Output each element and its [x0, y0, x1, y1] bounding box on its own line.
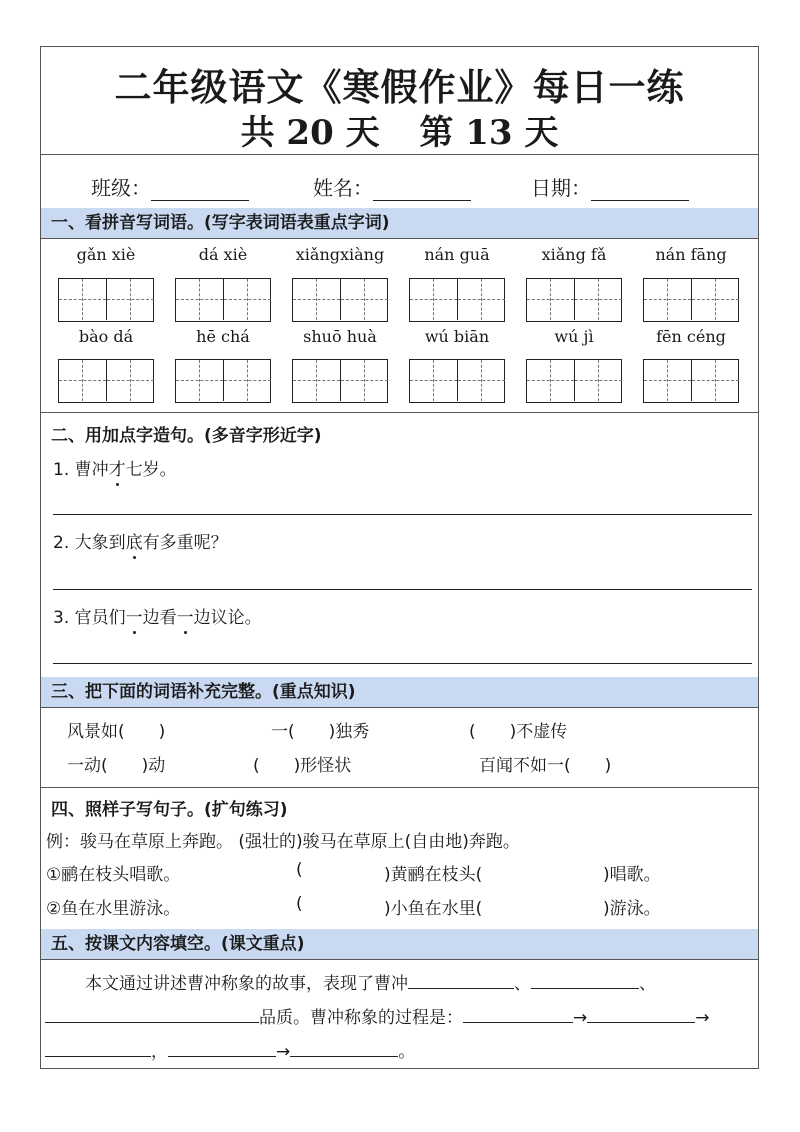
guide-line	[644, 299, 691, 300]
blank-mid[interactable]: )黄鹂在枝头(	[384, 865, 483, 885]
answer-blank[interactable]	[408, 970, 514, 989]
name-label: 姓名：	[313, 176, 373, 200]
guide-line	[341, 299, 388, 300]
writing-cell[interactable]	[224, 279, 271, 320]
section5-heading: 五、按课文内容填空。(课文重点)	[41, 929, 758, 959]
guide-line	[176, 380, 223, 381]
pinyin-label: fēn céng	[656, 327, 726, 346]
writing-cell[interactable]	[575, 279, 622, 320]
blank-open[interactable]: (	[296, 860, 303, 880]
answer-line-3[interactable]	[53, 663, 752, 664]
pinyin-label: xiǎng fǎ	[541, 245, 607, 264]
answer-blank[interactable]	[531, 970, 639, 989]
pinyin-label: nán guā	[424, 245, 490, 264]
writing-cell[interactable]	[341, 360, 388, 401]
dotted-char: 才	[109, 455, 126, 480]
guide-line	[107, 380, 154, 381]
writing-cell[interactable]	[293, 279, 341, 320]
writing-cell[interactable]	[458, 279, 505, 320]
sentence-b: ②鱼在水里游泳。	[46, 899, 181, 919]
guide-line	[224, 380, 271, 381]
answer-blank[interactable]	[45, 1004, 259, 1023]
writing-box[interactable]	[292, 278, 388, 322]
guide-line	[59, 380, 106, 381]
guide-line	[692, 380, 739, 381]
pinyin-label: nán fāng	[655, 245, 727, 264]
guide-line	[176, 299, 223, 300]
answer-blank[interactable]	[290, 1038, 398, 1057]
writing-cell[interactable]	[527, 360, 575, 401]
date-field	[531, 172, 689, 201]
page-subtitle	[41, 105, 758, 154]
guide-line	[59, 299, 106, 300]
writing-cell[interactable]	[410, 279, 458, 320]
pinyin-label: dá xiè	[198, 245, 248, 264]
guide-line	[527, 299, 574, 300]
writing-cell[interactable]	[293, 360, 341, 401]
guide-line	[410, 380, 457, 381]
pinyin-label: gǎn xiè	[76, 245, 136, 264]
divider	[41, 707, 758, 708]
guide-line	[293, 380, 340, 381]
blank-mid[interactable]: )小鱼在水里(	[384, 899, 483, 919]
page-title: 二年级语文《寒假作业》每日一练	[114, 65, 685, 109]
writing-cell[interactable]	[527, 279, 575, 320]
guide-line	[692, 299, 739, 300]
section4-heading: 四、照样子写句子。(扩句练习)	[51, 800, 288, 820]
writing-box[interactable]	[643, 359, 739, 403]
idiom-4[interactable]: 一动( )动	[67, 756, 166, 776]
class-field	[91, 172, 249, 201]
name-field	[313, 172, 471, 201]
writing-cell[interactable]	[341, 279, 388, 320]
writing-cell[interactable]	[458, 360, 505, 401]
writing-cell[interactable]	[107, 360, 154, 401]
pinyin-label: bào dá	[78, 327, 134, 346]
pinyin-label: wú jì	[554, 327, 594, 346]
pinyin-label: hē chá	[196, 327, 250, 346]
idiom-5[interactable]: ( )形怪状	[253, 756, 352, 776]
guide-line	[575, 380, 622, 381]
writing-box[interactable]	[58, 278, 154, 322]
answer-blank[interactable]	[45, 1038, 151, 1057]
idiom-3[interactable]: ( )不虚传	[469, 722, 568, 742]
date-label: 日期：	[531, 176, 591, 200]
class-label: 班级：	[91, 176, 151, 200]
writing-cell[interactable]	[692, 360, 739, 401]
writing-box[interactable]	[409, 359, 505, 403]
sentence-2: 2. 大象到底有多重呢？	[53, 528, 228, 553]
pinyin-label: xiǎngxiàng	[295, 245, 385, 264]
sentence-a: ①鹂在枝头唱歌。	[46, 865, 181, 885]
divider	[41, 959, 758, 960]
divider	[41, 238, 758, 239]
guide-line	[293, 299, 340, 300]
writing-cell[interactable]	[59, 279, 107, 320]
blank-close[interactable]: )唱歌。	[603, 865, 661, 885]
answer-blank[interactable]	[168, 1038, 276, 1057]
guide-line	[527, 380, 574, 381]
writing-cell[interactable]	[575, 360, 622, 401]
section1-heading: 一、看拼音写词语。(写字表词语表重点字词)	[41, 208, 758, 238]
dotted-char: 一	[126, 603, 143, 628]
guide-line	[341, 380, 388, 381]
worksheet	[40, 46, 759, 1069]
writing-cell[interactable]	[692, 279, 739, 320]
blank-close[interactable]: )游泳。	[603, 899, 661, 919]
fill-line-1: 本文通过讲述曹冲称象的故事，表现了曹冲 、 、	[85, 969, 656, 994]
writing-cell[interactable]	[176, 360, 224, 401]
guide-line	[107, 299, 154, 300]
writing-box[interactable]	[526, 278, 622, 322]
section3-heading: 三、把下面的词语补充完整。(重点知识)	[41, 677, 758, 707]
class-blank[interactable]	[151, 180, 249, 201]
answer-line-1[interactable]	[53, 514, 752, 515]
sentence-1: 1. 曹冲才七岁。	[53, 455, 177, 480]
answer-blank[interactable]	[463, 1004, 573, 1023]
blank-open[interactable]: (	[296, 894, 303, 914]
guide-line	[410, 299, 457, 300]
guide-line	[644, 380, 691, 381]
idiom-6[interactable]: 百闻不如一( )	[479, 756, 612, 776]
writing-box[interactable]	[643, 278, 739, 322]
divider	[41, 412, 758, 413]
writing-cell[interactable]	[107, 279, 154, 320]
answer-blank[interactable]	[587, 1004, 695, 1023]
total-days: 共 20 天	[240, 113, 380, 153]
example-sentence: 例：骏马在草原上奔跑。 (强壮的)骏马在草原上(自由地)奔跑。	[46, 832, 520, 852]
current-day: 第 13 天	[419, 113, 559, 153]
writing-cell[interactable]	[644, 360, 692, 401]
pinyin-label: wú biān	[424, 327, 490, 346]
writing-box[interactable]	[175, 278, 271, 322]
name-blank[interactable]	[373, 180, 471, 201]
fill-line-3: ， → 。	[45, 1037, 415, 1062]
guide-line	[458, 299, 505, 300]
sentence-3: 3. 官员们一边看一边议论。	[53, 603, 262, 628]
writing-cell[interactable]	[224, 360, 271, 401]
date-blank[interactable]	[591, 180, 689, 201]
writing-box[interactable]	[292, 359, 388, 403]
writing-cell[interactable]	[644, 279, 692, 320]
dotted-char: 底	[126, 528, 143, 553]
answer-line-2[interactable]	[53, 589, 752, 590]
dotted-char: 一	[177, 603, 194, 628]
guide-line	[224, 299, 271, 300]
pinyin-label: shuō huà	[303, 327, 377, 346]
writing-box[interactable]	[526, 359, 622, 403]
writing-cell[interactable]	[176, 279, 224, 320]
fill-line-2: 品质。曹冲称象的过程是： → →	[45, 1003, 710, 1028]
section2-heading: 二、用加点字造句。(多音字形近字)	[51, 426, 322, 446]
divider	[41, 787, 758, 788]
writing-cell[interactable]	[59, 360, 107, 401]
writing-box[interactable]	[175, 359, 271, 403]
guide-line	[575, 299, 622, 300]
writing-box[interactable]	[58, 359, 154, 403]
divider	[41, 154, 758, 155]
writing-cell[interactable]	[410, 360, 458, 401]
guide-line	[458, 380, 505, 381]
writing-box[interactable]	[409, 278, 505, 322]
idiom-2[interactable]: 一( )独秀	[271, 722, 370, 742]
idiom-1[interactable]: 风景如( )	[67, 722, 166, 742]
